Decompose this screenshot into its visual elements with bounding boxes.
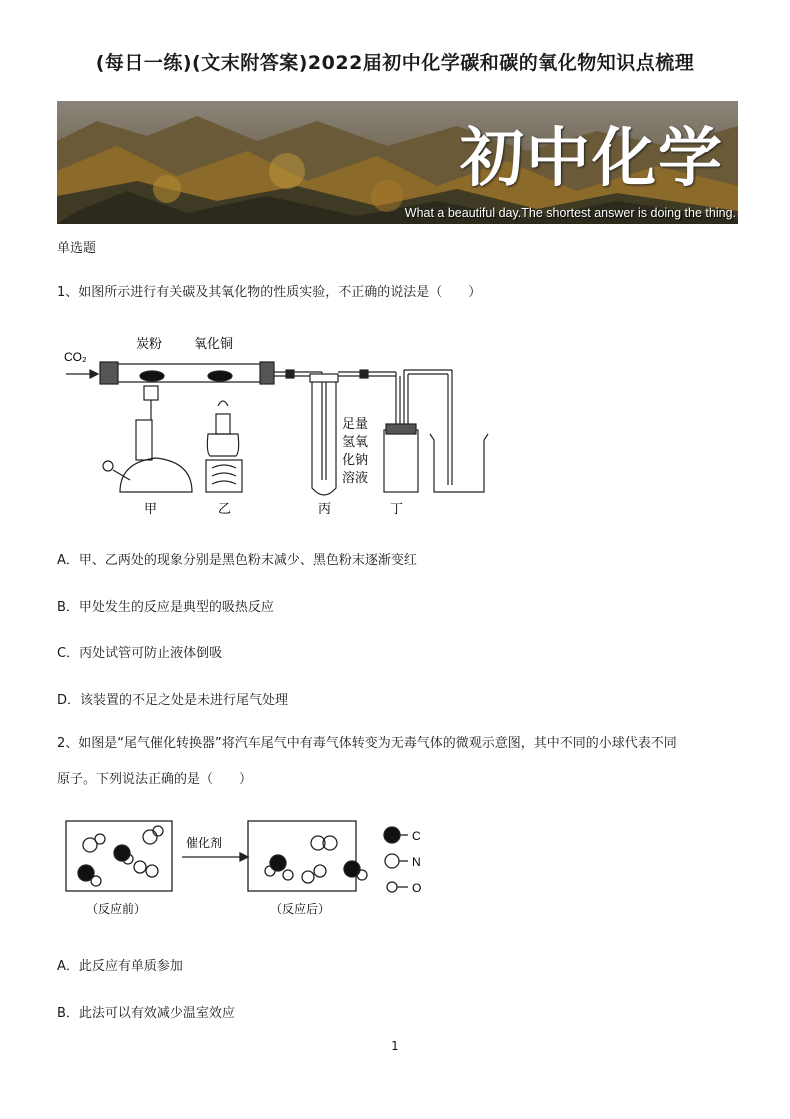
catalyst-label: 催化剂 — [186, 836, 223, 850]
legend-n: N — [412, 855, 421, 869]
before-label: （反应前） — [86, 902, 147, 916]
q2-option-a: A．此反应有单质参加 — [57, 959, 183, 974]
naoh-label-2: 氢氧 — [342, 435, 369, 450]
question-2-stem-line-2: 原子。下列说法正确的是（ ） — [57, 772, 253, 787]
after-label: （反应后） — [270, 902, 331, 916]
label-jia: 甲 — [144, 502, 158, 517]
page-number: 1 — [391, 1039, 399, 1053]
legend-o: O — [412, 881, 422, 895]
carbon-powder-label: 炭粉 — [136, 337, 163, 352]
label-yi: 乙 — [218, 502, 232, 517]
naoh-label-3: 化钠 — [342, 453, 369, 468]
q1-option-b: B．甲处发生的反应是典型的吸热反应 — [57, 600, 274, 615]
co2-label: CO₂ — [64, 350, 87, 364]
copper-oxide-label: 氧化铜 — [194, 337, 234, 352]
q1-apparatus-figure — [60, 330, 490, 522]
banner-image — [57, 101, 738, 224]
naoh-label-4: 溶液 — [342, 471, 369, 486]
q1-option-c: C．丙处试管可防止液体倒吸 — [57, 646, 223, 661]
q2-option-b: B．此法可以有效减少温室效应 — [57, 1006, 235, 1021]
naoh-label-1: 足量 — [342, 417, 369, 432]
q1-option-d: D．该装置的不足之处是未进行尾气处理 — [57, 693, 289, 708]
question-2-stem-line-1: 2、如图是“尾气催化转换器”将汽车尾气中有毒气体转变为无毒气体的微观示意图，其中不同的小球代表不同 — [57, 736, 677, 751]
banner-caption: What a beautiful day.The shortest answer is doing the thing. — [404, 206, 736, 220]
section-label: 单选题 — [57, 241, 97, 256]
label-bing: 丙 — [318, 502, 332, 517]
q2-reaction-figure — [62, 817, 438, 921]
banner-big-text: 初中化学 — [460, 121, 724, 196]
legend-c: C — [412, 829, 421, 843]
label-ding: 丁 — [390, 502, 404, 517]
document-title: (每日一练)(文末附答案)2022届初中化学碳和碳的氧化物知识点梳理 — [95, 52, 695, 74]
question-1-stem: 1、如图所示进行有关碳及其氧化物的性质实验，不正确的说法是（ ） — [57, 285, 482, 300]
q1-option-a: A．甲、乙两处的现象分别是黑色粉末减少、黑色粉末逐渐变红 — [57, 553, 417, 568]
